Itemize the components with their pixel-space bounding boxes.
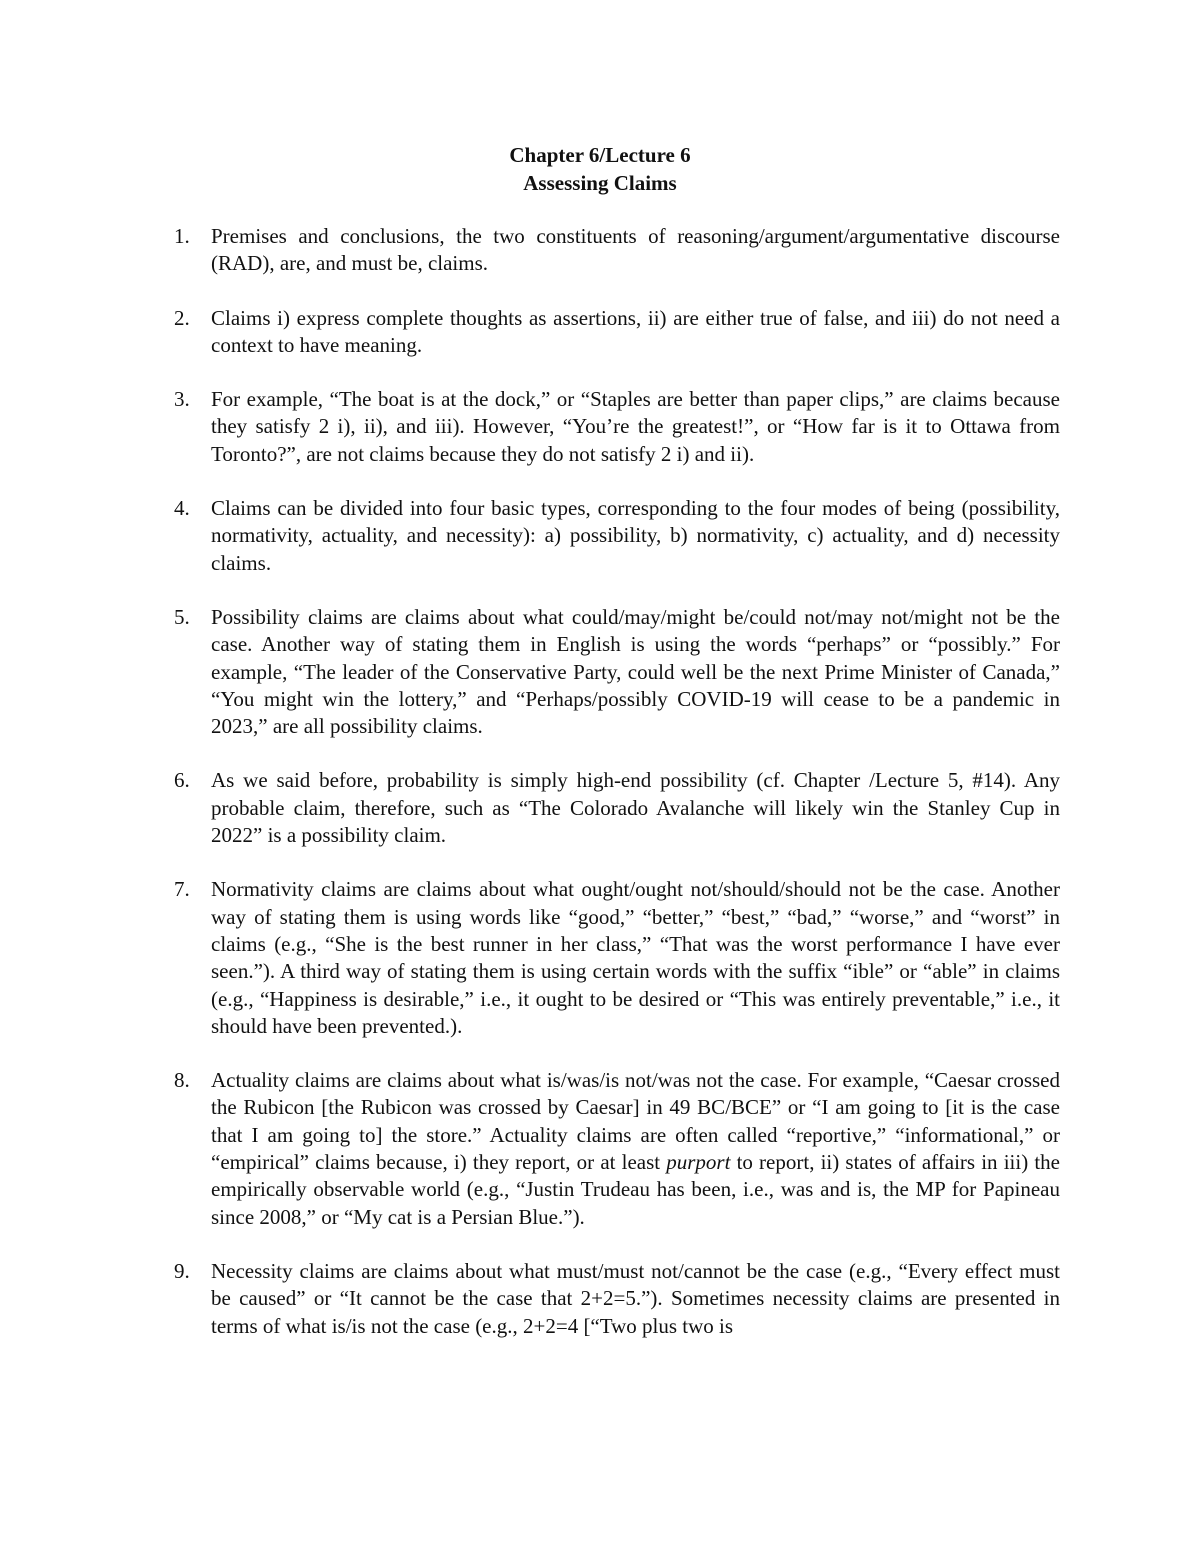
list-item-9 [174,1258,1060,1340]
item-number: 1. [174,224,190,248]
list-item-7 [174,876,1060,1040]
item-text: Premises and conclusions, the two constituents of reasoning/argument/argumentative discourse (RAD), are, and must be, claims. [211,224,1060,276]
item-number: 5. [174,604,190,629]
list-item-8 [174,1067,1060,1231]
item-number: 8. [174,1068,190,1093]
item-text: Possibility claims are claims about what could/may/might be/could not/may not/might not be the case. Another way of stating them in English is using the words “perhaps” or “possibly.” For example, “The leader of the Conservative Party, could well be the next Prime Minister of Canada,” “You might win the lottery,” and “Perhaps/possibly COVID-19 will cease to be a pandemic in 2023,” are all possibility claims. [211,604,1060,739]
item-number: 6. [174,768,190,793]
item-text-after: to report, ii) states of affairs in iii) the empirically observable world (e.g., “Justin Trudeau has been, i.e., was and is, the MP for Papineau since 2008,” or “My cat is a Persian Blue.”). [211,1150,1060,1229]
item-text [211,1068,1060,1228]
emphasized-word: purport [666,1150,731,1175]
list-item-5 [174,604,1060,740]
item-text: Necessity claims are claims about what must/must not/cannot be the case (e.g., “Every effect must be caused” or “It cannot be the case that 2+2=5.”). Sometimes necessity claims are presented in terms of what is/is not the case (e.g., 2+2=4 [“Two plus two is [211,1258,1060,1338]
title-block [0,141,1200,197]
item-text: As we said before, probability is simply high-end possibility (cf. Chapter /Lecture 5, #14). Any probable claim, therefore, such as “The Colorado Avalanche will likely win the Stanley Cup in 2022” is a possibility claim. [211,768,1060,848]
item-number: 3. [174,387,190,412]
numbered-list [174,223,1060,1367]
list-item-1 [174,223,1060,278]
item-text: Normativity claims are claims about what ought/ought not/should/should not be the case. Another way of stating them is using words like “good,” “better,” “best,” “bad,” “worse,” and “worst” in claims (e.g., “She is the best runner in her class,” “That was the worst performance I have ever seen.”). A third way of stating them is using certain words with the suffix “ible” or “able” in claims (e.g., “Happiness is desirable,” i.e., it ought to be desired or “This was entirely preventable,” i.e., it should have been prevented.). [211,877,1060,1038]
item-text-before: Actuality claims are claims about what is/was/is not/was not the case. For example, “Caesar crossed the Rubicon [the Rubicon was crossed by Caesar] in 49 BC/BCE” or “I am going to [it is the case that I am going to] the store.” Actuality claims are often called “reportive,” “informational,” or “empirical” claims because, i) they report, or at least [211,1068,1060,1175]
item-number: 9. [174,1258,190,1283]
page-subtitle: Assessing Claims [523,171,677,195]
item-number: 4. [174,496,190,521]
item-text: Claims i) express complete thoughts as assertions, ii) are either true of false, and iii) do not need a context to have meaning. [211,305,1060,357]
item-text: Claims can be divided into four basic types, corresponding to the four modes of being (possibility, normativity, actuality, and necessity): a) possibility, b) normativity, c) actuality, and d) necessity claims. [211,496,1060,575]
list-item-2 [174,305,1060,360]
item-number: 7. [174,877,190,902]
item-text: For example, “The boat is at the dock,” or “Staples are better than paper clips,” are claims because they satisfy 2 i), ii), and iii). However, “You’re the greatest!”, or “How far is it to Ottawa from Toronto?”, are not claims because they do not satisfy 2 i) and ii). [211,387,1060,466]
list-item-3 [174,386,1060,468]
list-item-4 [174,495,1060,577]
page-title: Chapter 6/Lecture 6 [509,143,691,167]
item-number: 2. [174,305,190,330]
list-item-6 [174,767,1060,849]
